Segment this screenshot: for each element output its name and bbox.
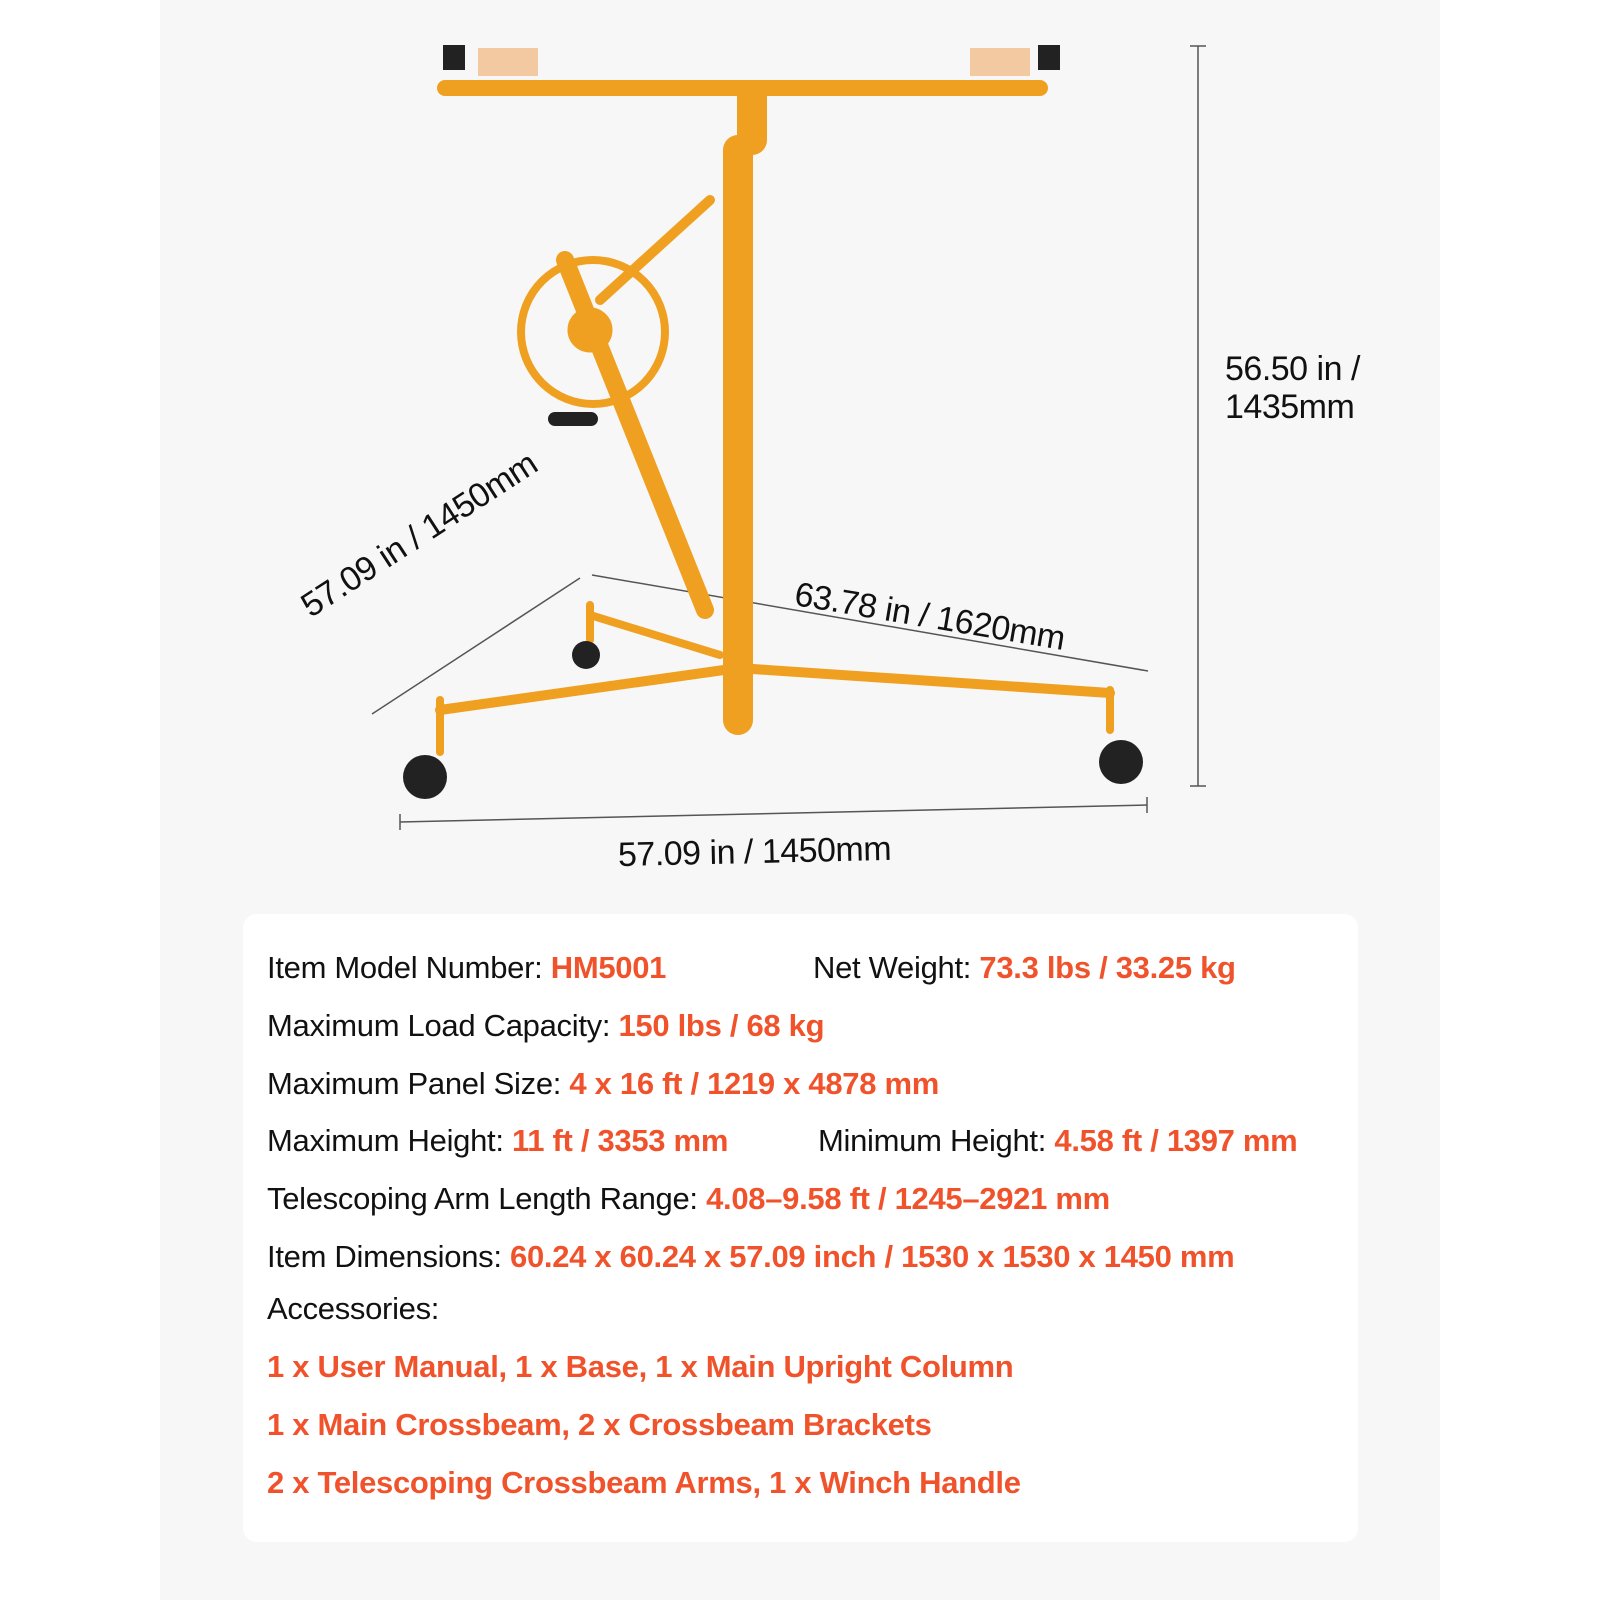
spec-label: Item Dimensions: <box>267 1239 502 1274</box>
spec-load <box>267 1008 824 1044</box>
spec-label: Maximum Height: <box>267 1123 504 1158</box>
dimension-lines <box>372 46 1206 830</box>
spec-value: 150 lbs / 68 kg <box>618 1008 825 1043</box>
width-dimension: 57.09 in / 1450mm <box>617 829 892 875</box>
spec-value: 4 x 16 ft / 1219 x 4878 mm <box>569 1066 940 1101</box>
spec-value: 4.08–9.58 ft / 1245–2921 mm <box>706 1181 1110 1216</box>
spec-weight <box>813 950 1236 986</box>
spec-label: Maximum Load Capacity: <box>267 1008 611 1043</box>
spec-model <box>267 950 666 986</box>
diagonal-dimension: 63.78 in / 1620mm <box>791 575 1068 658</box>
spec-value: 11 ft / 3353 mm <box>512 1123 729 1158</box>
spec-label: Minimum Height: <box>818 1123 1047 1158</box>
spec-max-height <box>267 1123 728 1159</box>
wheels <box>403 641 1143 799</box>
spec-label: Telescoping Arm Length Range: <box>267 1181 698 1216</box>
accessories-label: Accessories: <box>267 1291 440 1326</box>
spec-value: HM5001 <box>550 950 667 985</box>
specifications-card <box>243 914 1358 1542</box>
spec-panel-size <box>267 1066 939 1102</box>
accessory-line: 1 x Main Crossbeam, 2 x Crossbeam Brackets <box>267 1407 932 1442</box>
spec-arm-range <box>267 1181 1110 1217</box>
spec-value: 4.58 ft / 1397 mm <box>1054 1123 1298 1158</box>
height-mm: 1435mm <box>1225 388 1355 426</box>
spec-min-height <box>818 1123 1297 1159</box>
accessory-line: 2 x Telescoping Crossbeam Arms, 1 x Winch Handle <box>267 1465 1021 1500</box>
height-dimension <box>1225 350 1360 426</box>
spec-label: Net Weight: <box>813 950 972 985</box>
spec-label: Item Model Number: <box>267 950 543 985</box>
lift-frame <box>440 88 1110 752</box>
spec-value: 60.24 x 60.24 x 57.09 inch / 1530 x 1530 x 1450 mm <box>510 1239 1235 1274</box>
spec-value: 73.3 lbs / 33.25 kg <box>979 950 1236 985</box>
depth-dimension: 57.09 in / 1450mm <box>294 444 545 626</box>
height-in: 56.50 in / <box>1225 350 1360 388</box>
accessory-line: 1 x User Manual, 1 x Base, 1 x Main Upright Column <box>267 1349 1014 1384</box>
spec-label: Maximum Panel Size: <box>267 1066 562 1101</box>
crossbeam-brackets <box>443 45 1060 76</box>
winch-handle <box>548 412 598 426</box>
spec-dimensions <box>267 1239 1234 1275</box>
